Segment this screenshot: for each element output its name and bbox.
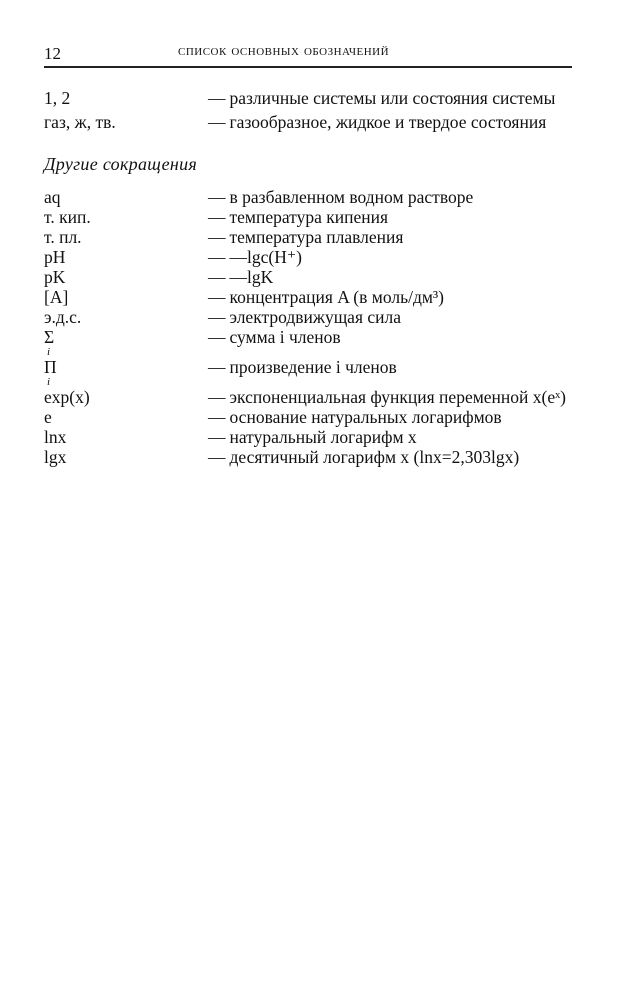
dash: —: [208, 187, 226, 207]
term-subscript: i: [47, 376, 51, 388]
definition: натуральный логарифм x: [229, 427, 417, 447]
dash: —: [208, 112, 226, 132]
list-item: [44, 88, 572, 108]
dash: —: [208, 387, 226, 407]
definition: различные системы или состояния системы: [229, 88, 556, 108]
definition: экспоненциальная функция переменной x(eˣ): [229, 387, 566, 407]
definition: электродвижущая сила: [229, 307, 401, 327]
term: т. пл.: [44, 227, 82, 247]
list-item: [44, 267, 572, 287]
dash: —: [208, 287, 226, 307]
term: pK: [44, 267, 66, 287]
list-item: [44, 427, 572, 447]
definition: произведение i членов: [229, 357, 397, 377]
list-item: [44, 187, 572, 207]
dash: —: [208, 207, 226, 227]
term: т. кип.: [44, 207, 91, 227]
dash: —: [208, 88, 226, 108]
list-item: [44, 387, 572, 407]
list-item: [44, 112, 572, 132]
dash: —: [208, 327, 226, 347]
dash: —: [208, 427, 226, 447]
dash: —: [208, 407, 226, 427]
list-item: [44, 327, 572, 357]
term: e: [44, 407, 52, 427]
page-header: [44, 38, 572, 66]
term: газ, ж, тв.: [44, 112, 116, 132]
list-item: [44, 357, 572, 387]
dash: —: [208, 227, 226, 247]
list-item: [44, 447, 572, 467]
definition: десятичный логарифм x (lnx=2,303lgx): [229, 447, 520, 467]
dash: —: [208, 247, 226, 267]
list-item: [44, 307, 572, 327]
term: aq: [44, 187, 61, 207]
term: exp(x): [44, 387, 90, 407]
list-item: [44, 287, 572, 307]
definition: —lgc(H⁺): [229, 247, 302, 267]
definition: в разбавленном водном растворе: [229, 187, 474, 207]
definition: концентрация A (в моль/дм³): [229, 287, 444, 307]
running-head: список основных обозначений: [178, 42, 390, 59]
definition: газообразное, жидкое и твердое состояния: [229, 112, 547, 132]
definition: температура кипения: [229, 207, 389, 227]
term: Σ: [44, 327, 55, 347]
definition: сумма i членов: [229, 327, 341, 347]
dash: —: [208, 307, 226, 327]
term: 1, 2: [44, 88, 71, 108]
page-number: 12: [44, 44, 61, 63]
dash: —: [208, 447, 226, 467]
list-item: [44, 247, 572, 267]
definition: —lgK: [229, 267, 274, 287]
term: pH: [44, 247, 66, 267]
term: lgx: [44, 447, 67, 467]
term: э.д.с.: [44, 307, 82, 327]
section-title: Другие сокращения: [44, 154, 198, 174]
page: [44, 38, 572, 467]
term: Π: [44, 357, 57, 377]
list-item: [44, 207, 572, 227]
dash: —: [208, 357, 226, 377]
list-item: [44, 227, 572, 247]
header-rule: [44, 66, 572, 68]
term: lnx: [44, 427, 67, 447]
definition: температура плавления: [229, 227, 404, 247]
list-item: [44, 407, 572, 427]
term-subscript: i: [47, 346, 51, 358]
definition: основание натуральных логарифмов: [229, 407, 502, 427]
dash: —: [208, 267, 226, 287]
term: [A]: [44, 287, 69, 307]
notation-list: [44, 88, 572, 467]
